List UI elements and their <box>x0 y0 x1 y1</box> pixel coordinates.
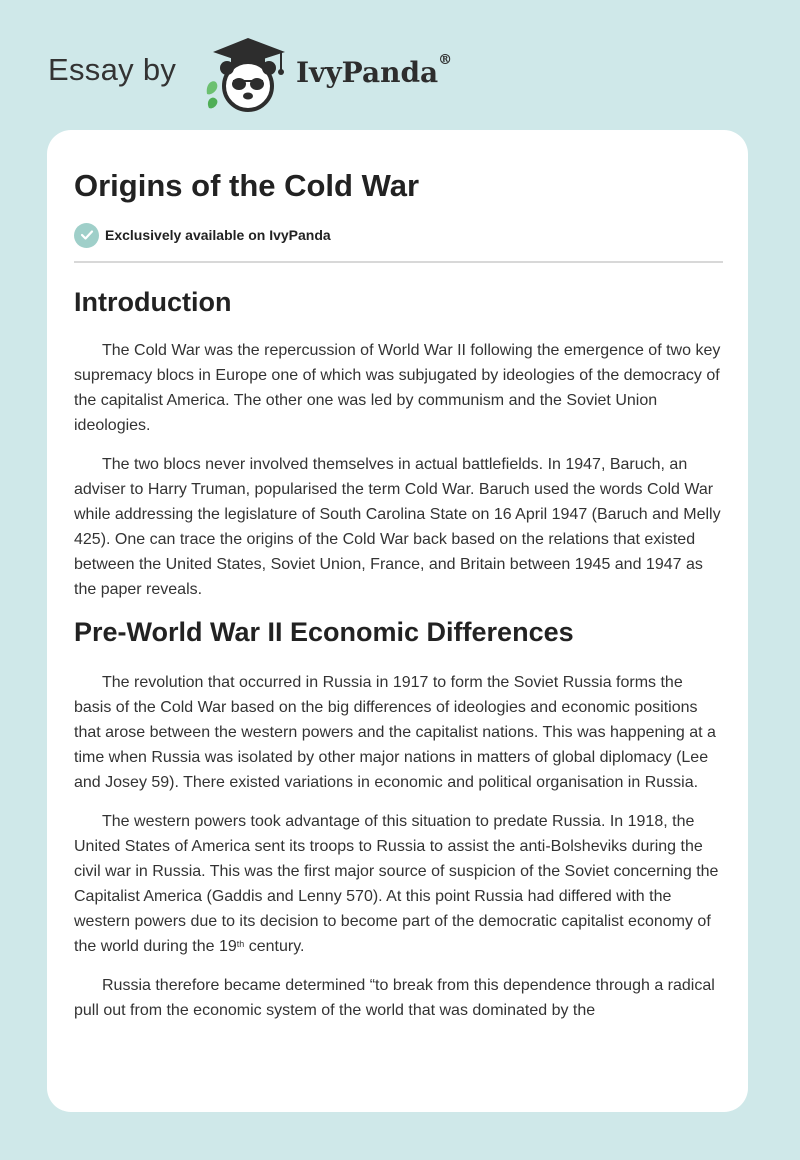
divider <box>74 261 723 263</box>
section-heading-economic-differences: Pre-World War II Economic Differences <box>74 617 574 647</box>
badge-text: Exclusively available on IvyPanda <box>105 227 331 243</box>
brand-name: IvyPanda® <box>296 52 453 89</box>
exclusive-badge <box>74 222 331 248</box>
paragraph: Russia therefore became determined “to break from this dependence through a radical pull out from the economic system of the world that was dominated by the <box>74 977 715 1019</box>
site-header <box>48 34 548 114</box>
paragraph: The two blocs never involved themselves in actual battlefields. In 1947, Baruch, an adviser to Harry Truman, popularised the term Cold War. Baruch used the words Cold War while addressing the legislature of South Carolina State on 16 April 1947 (Baruch and Melly 425). One can trace the origins of the Cold War back based on the relations that existed between the United States, Soviet Union, France, and Britain between 1945 and 1947 as the paper reveals. <box>74 456 721 598</box>
panda-logo-icon <box>203 34 293 114</box>
check-icon <box>74 223 99 248</box>
paragraph: The revolution that occurred in Russia in 1917 to form the Soviet Russia forms the basis of the Cold War based on the big differences of ideologies and economic positions that arose between the western powers and the capitalist nations. This was happening at a time when Russia was isolated by other major nations in matters of global diplomacy (Lee and Josey 59). There existed variations in economic and political organisation in Russia. <box>74 674 716 791</box>
page-title: Origins of the Cold War <box>74 168 420 203</box>
paragraph: The western powers took advantage of this situation to predate Russia. In 1918, the United States of America sent its troops to Russia to assist the anti-Bolsheviks during the civil war in Russia. This was the first major source of suspicion of the Soviet concerning the Capitalist America (Gaddis and Lenny 570). At this point Russia had differed with the western powers due to its decision to become part of the democratic capitalist economy of the world during the 19th century. <box>74 813 719 955</box>
essay-card <box>47 130 748 1112</box>
paragraph: The Cold War was the repercussion of World War II following the emergence of two key supremacy blocs in Europe one of which was subjugated by ideologies of the democracy of the capitalist America. The other one was led by communism and the Soviet Union ideologies. <box>74 342 721 434</box>
essay-by-label: Essay by <box>48 52 177 87</box>
section-heading-introduction: Introduction <box>74 287 232 317</box>
article-body <box>74 280 723 1023</box>
